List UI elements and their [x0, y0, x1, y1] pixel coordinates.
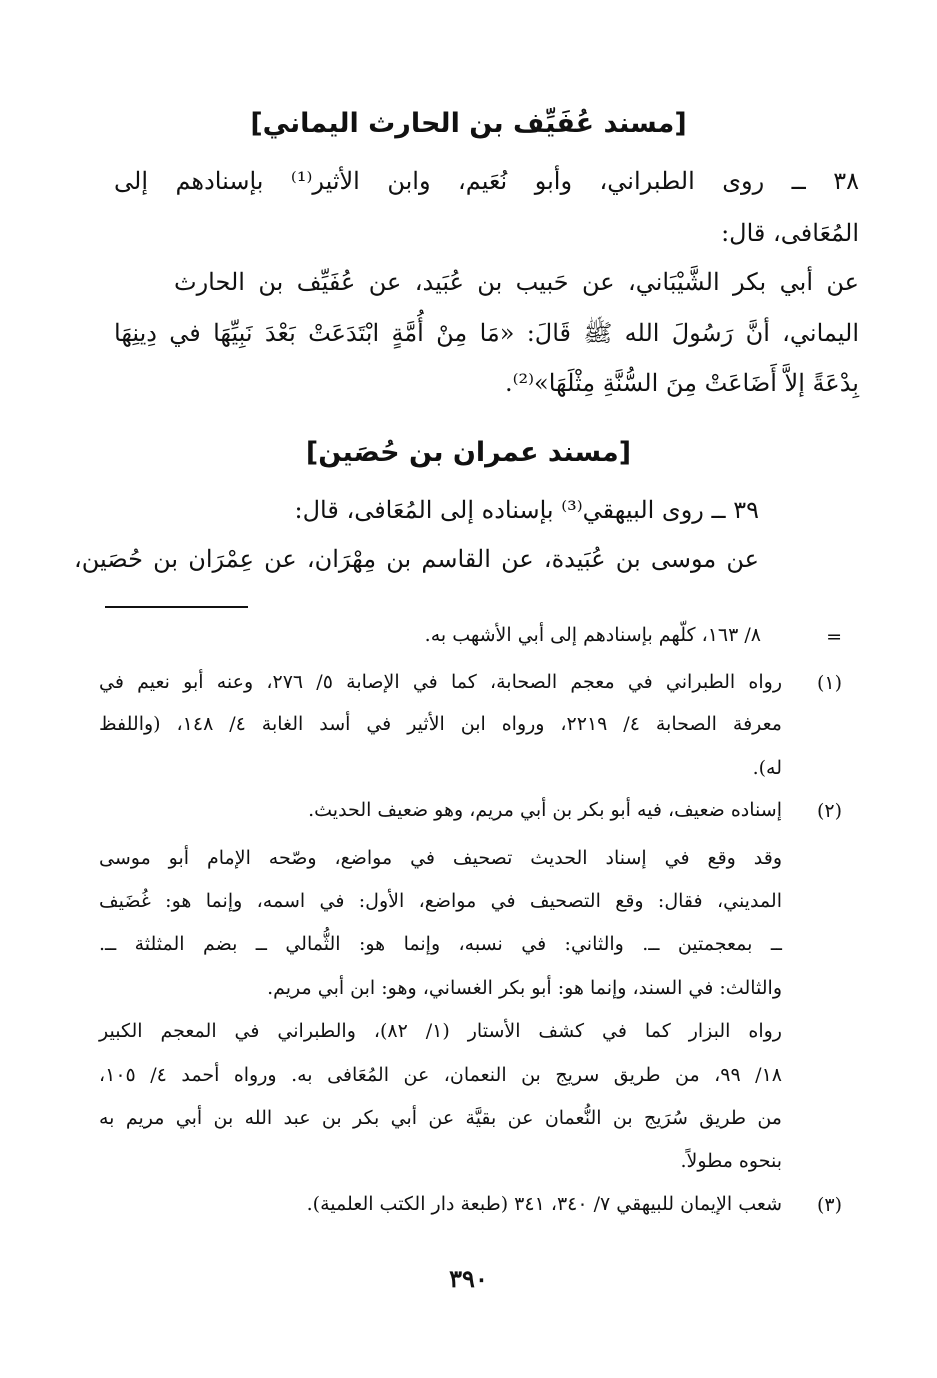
hadith-38-line-2: المُعَافى، قال: — [721, 219, 859, 247]
footnote-1-line-2: معرفة الصحابة ٤/ ٢٢١٩، ورواه ابن الأثير في أسد الغابة ٤/ ١٤٨، (واللفظ — [99, 713, 782, 735]
page-number: ٣٩٠ — [449, 1264, 488, 1293]
footnote-1-line-1: رواه الطبراني في معجم الصحابة، كما في الإصابة ٥/ ٢٧٦، وعنه أبو نعيم في — [99, 671, 782, 693]
section-heading-afif: [مسند عُفَيِّف بن الحارث اليماني] — [250, 108, 687, 139]
footnote-2-line-1: إسناده ضعيف، فيه أبو بكر بن أبي مريم، وهو ضعيف الحديث. — [308, 799, 782, 821]
footnote-1-line-3: له). — [752, 757, 782, 779]
footnote-3-marker: (٣) — [816, 1194, 842, 1216]
hadith-39-line-1: ٣٩ ــ روى البيهقي⁽³⁾ بإسناده إلى المُعَافى، قال: — [294, 496, 759, 524]
hadith-38-line-4: اليماني، أنَّ رَسُولَ الله ﷺ قَالَ: «مَا مِنْ أُمَّةٍ ابْتَدَعَتْ بَعْدَ نَبِيِّهَا في دِينِهَا — [114, 319, 859, 347]
footnote-2-line-9: بنحوه مطولاً. — [680, 1150, 782, 1172]
footnote-2-line-8: من طريق سُرَيج بن النُّعمان عن بقيَّة عن أبي بكر بن عبد الله بن أبي مريم به — [99, 1107, 782, 1129]
footnote-separator — [105, 606, 248, 608]
section-heading-imran: [مسند عمران بن حُصَين] — [305, 437, 632, 468]
footnote-2-marker: (٢) — [816, 800, 842, 822]
footnote-continuation-marker: = — [826, 626, 842, 648]
footnote-2-line-6: رواه البزار كما في كشف الأستار (١/ ٨٢)، والطبراني في المعجم الكبير — [99, 1020, 782, 1042]
footnote-2-line-5: والثالث: في السند، وإنما هو: أبو بكر الغساني، وهو: ابن أبي مريم. — [267, 977, 782, 999]
hadith-39-line-2: عن موسى بن عُبَيدة، عن القاسم بن مِهْرَان، عن عِمْرَان بن حُصَين، — [74, 545, 759, 573]
hadith-38-line-1: ٣٨ ــ روى الطبراني، وأبو نُعَيم، وابن الأثير⁽¹⁾ بإسنادهم إلى — [114, 167, 860, 195]
footnote-2-line-7: ١٨/ ٩٩، من طريق سريج بن النعمان، عن المُعَافى به. ورواه أحمد ٤/ ١٠٥، — [99, 1064, 782, 1086]
footnote-2-line-2: وقد وقع في إسناد الحديث تصحيف في مواضع، وصّحه الإمام أبو موسى — [99, 847, 782, 869]
hadith-38-line-5: بِدْعَةً إلاَّ أَضَاعَتْ مِنَ السُّنَّةِ مِثْلَهَا»⁽²⁾. — [505, 369, 859, 397]
footnote-3-line-1: شعب الإيمان للبيهقي ٧/ ٣٤٠، ٣٤١ (طبعة دار الكتب العلمية). — [306, 1193, 782, 1215]
footnote-1-marker: (١) — [816, 672, 842, 694]
footnote-2-line-3: المديني، فقال: وقع التصحيف في مواضع، الأول: في اسمه، وإنما هو: غُضَيف — [99, 890, 782, 912]
footnote-continuation-text: ٨/ ١٦٣، كلّهم بإسنادهم إلى أبي الأشهب به. — [424, 624, 761, 646]
hadith-38-line-3: عن أبي بكر الشَّيْبَاني، عن حَبيب بن عُبَيد، عن عُفَيِّف بن الحارث — [174, 268, 859, 296]
footnote-2-line-4: ــ بمعجمتين ــ. والثاني: في نسبه، وإنما هو: الثُّمالي ــ بضم المثلثة ــ. — [99, 933, 782, 955]
